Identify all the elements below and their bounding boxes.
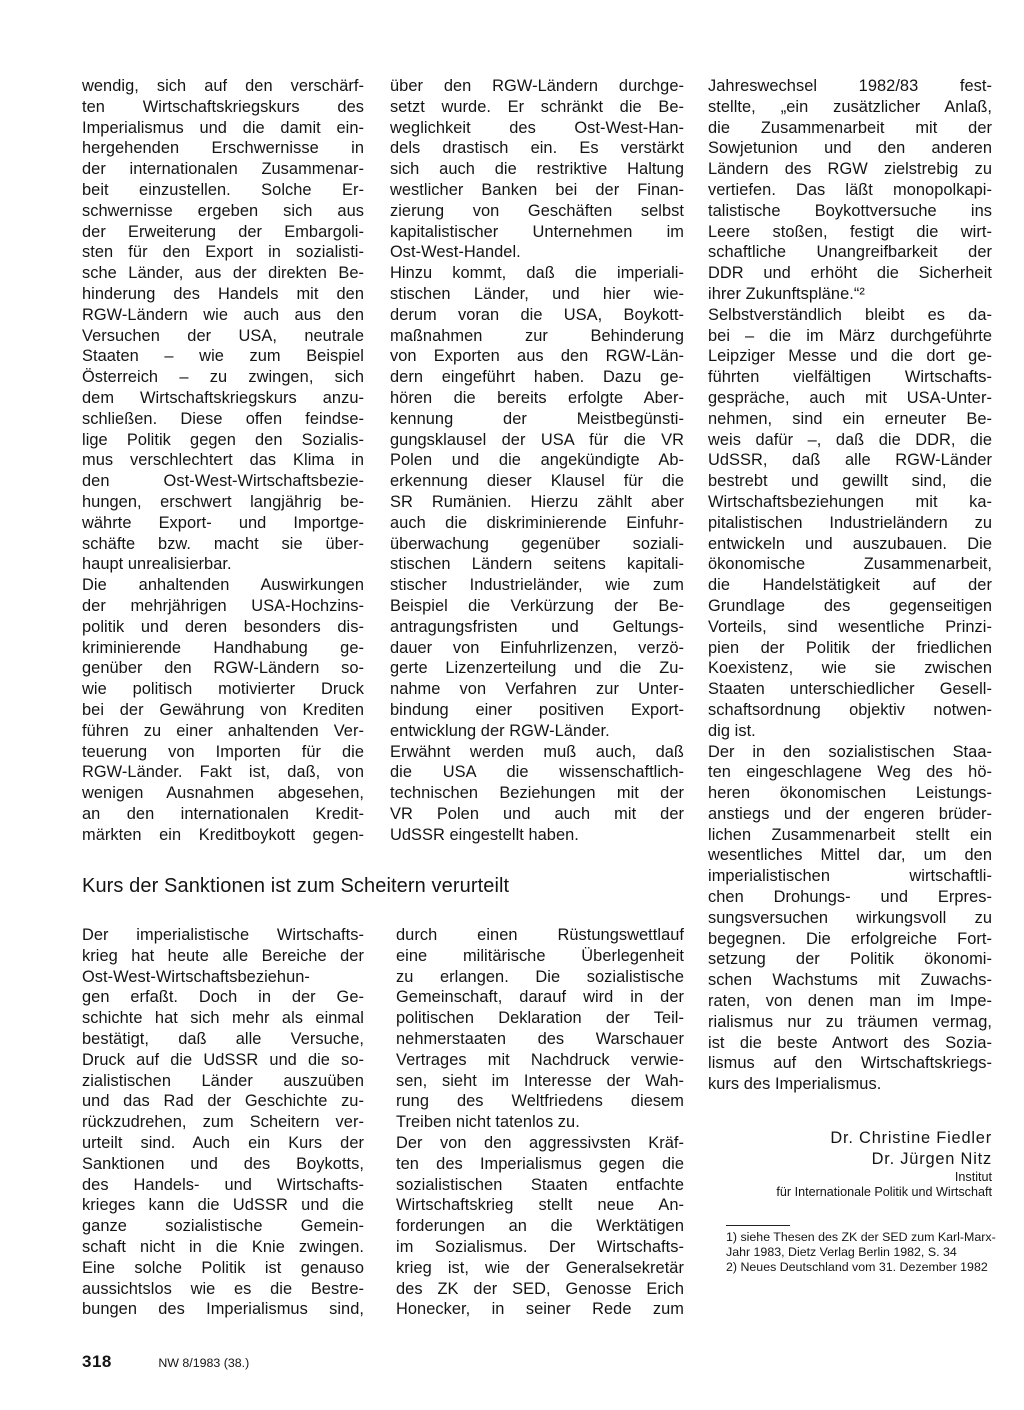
text-line: mus verschlechtert das Klima in (82, 451, 364, 470)
text-line: Ländern des RGW zielstrebig zu (708, 160, 992, 179)
text-line: Wirtschaftsbeziehungen mit ka- (708, 492, 992, 511)
text-line: währte Export- und Importge- (82, 513, 364, 532)
text-line: pien der Politik der friedlichen (708, 638, 992, 657)
section-heading: Kurs der Sanktionen ist zum Scheitern verurteilt (82, 875, 510, 897)
text-line: technischen Beziehungen mit der (390, 784, 684, 803)
text-line: ihrer Zukunftspläne.“² (708, 284, 865, 303)
text-line: nehmen, sind ein erneuter Be- (708, 409, 992, 428)
text-line: Gemeinschaft, darauf wird in der (396, 988, 684, 1007)
text-line: dig ist. (708, 721, 756, 740)
col3-paragraph-1 (708, 76, 992, 305)
text-line: pitalistischen Industrieländern zu (708, 513, 992, 532)
text-line: den Ost-West-Wirtschaftsbezie- (82, 472, 364, 491)
text-line: durch einen Rüstungswettlauf (396, 926, 684, 944)
text-line: beit einzustellen. Solche Er- (82, 180, 364, 199)
text-line: krieg hat heute alle Bereiche der (82, 946, 364, 965)
text-line: märkten ein Kreditboykott gegen- (82, 825, 364, 844)
text-line: RGW-Länder. Fakt ist, daß, von (82, 763, 364, 782)
text-line: Ost-West-Handel. (390, 243, 521, 262)
text-line: wenigen Ausnahmen abgesehen, (82, 784, 364, 803)
text-line: Versuchen der USA, neutrale (82, 326, 364, 345)
col2-paragraph-1 (390, 76, 684, 263)
text-line: der internationalen Zusammenar- (82, 160, 364, 179)
text-line: kennung der Meistbegünsti- (390, 409, 684, 428)
text-line: weis dafür –, daß die DDR, die (708, 430, 992, 449)
text-line: aussichtslos wie es die Bestre- (82, 1279, 364, 1298)
text-line: Österreich – zu zwingen, sich (82, 368, 364, 387)
text-line: entwicklung der RGW-Länder. (390, 721, 610, 740)
column-2-text (390, 76, 684, 845)
text-line: wendig, sich auf den verschärf- (82, 77, 364, 95)
text-line: Leere stoßen, festigt die wirt- (708, 222, 992, 241)
institution-line: Institut (954, 1170, 992, 1184)
text-line: anstiegs und der engeren brüder- (708, 804, 992, 823)
text-line: Honecker, in seiner Rede zum (396, 1300, 684, 1319)
text-line: kurs des Imperialismus. (708, 1075, 882, 1094)
text-line: bestrebt und gewillt sind, die (708, 472, 992, 491)
column-3-text (708, 76, 992, 1095)
text-line: antragungsfristen und Geltungs- (390, 617, 684, 636)
page-number: 318 (82, 1352, 112, 1371)
text-line: bindung einer positiven Export- (390, 700, 684, 719)
text-line: Leipziger Messe und die dort ge- (708, 347, 992, 366)
column-1-text (82, 76, 364, 845)
column-4-text (82, 925, 364, 1320)
text-line: wesentliches Mittel dar, um den (708, 846, 992, 865)
author-signature (708, 1128, 992, 1200)
text-line: gungsklausel der USA für die VR (390, 430, 684, 449)
text-line: schen Wachstums mit Zuwachs- (708, 971, 992, 990)
text-line: forderungen an die Werktätigen (396, 1217, 684, 1236)
text-line: gespräche, auch mit USA-Unter- (708, 388, 992, 407)
footnote-1: 1) siehe Thesen des ZK der SED zum Karl-Marx-Jahr 1983, Dietz Verlag Berlin 1982, S. 34 (726, 1230, 996, 1259)
text-line: urteilt sind. Auch ein Kurs der (82, 1133, 364, 1152)
text-line: politischen Deklaration der Teil- (396, 1009, 684, 1028)
text-line: ten eingeschlagene Weg des hö- (708, 763, 992, 782)
col3-paragraph-3 (708, 742, 992, 1096)
text-line: die Zusammenarbeit mit der (708, 118, 992, 137)
text-line: der mehrjährigen USA-Hochzins- (82, 596, 364, 615)
text-line: bei der Gewährung von Krediten (82, 700, 364, 719)
text-line: erkennung dieser Klausel für die (390, 472, 684, 491)
text-line: vertiefen. Das läßt monopolkapi- (708, 180, 992, 199)
text-line: chen Drohungs- und Erpres- (708, 888, 992, 907)
col1-paragraph-2 (82, 575, 364, 845)
text-line: Die anhaltenden Auswirkungen (82, 576, 364, 595)
institution-line: für Internationale Politik und Wirtschaft (776, 1185, 992, 1199)
issue-reference: NW 8/1983 (38.) (158, 1356, 250, 1370)
text-line: ten Wirtschaftskriegskurs des (82, 97, 364, 116)
text-line: gerte Lizenzerteilung und die Zu- (390, 659, 684, 678)
col1-paragraph-1 (82, 76, 364, 575)
text-line: zu erlangen. Die sozialistische (396, 967, 684, 986)
text-line: Staaten unterschiedlicher Gesell- (708, 680, 992, 699)
col5-paragraph-2 (396, 1133, 684, 1320)
text-line: zierung von Geschäften selbst (390, 201, 684, 220)
text-line: Vorteils, sind wesentliche Prinzi- (708, 617, 992, 636)
text-line: nehmerstaaten des Warschauer (396, 1029, 684, 1048)
text-line: Beispiel die Verkürzung der Be- (390, 596, 684, 615)
text-line: Eine solche Politik ist genauso (82, 1258, 364, 1277)
text-line: haupt unrealisierbar. (82, 555, 232, 574)
text-line: Hinzu kommt, daß die imperiali- (390, 264, 684, 283)
col4-paragraph-1 (82, 925, 364, 1320)
text-line: stischer Industrieländer, wie zum (390, 576, 684, 595)
text-line: Der in den sozialistischen Staa- (708, 742, 992, 761)
text-line: schaft nicht in die Knie zwingen. (82, 1237, 364, 1256)
text-line: Selbstverständlich bleibt es da- (708, 305, 992, 324)
text-line: schaftliche Unangreifbarkeit der (708, 243, 992, 262)
text-line: Sowjetunion und den anderen (708, 139, 992, 158)
text-line: die USA die wissenschaftlich- (390, 763, 684, 782)
col2-paragraph-2 (390, 263, 684, 741)
text-line: RGW-Ländern wie auch aus den (82, 305, 364, 324)
footnotes (726, 1230, 1002, 1274)
text-line: hergehenden Erschwernisse in (82, 139, 364, 158)
text-line: sich auch die restriktive Haltung (390, 160, 684, 179)
text-line: sche Länder, aus der direkten Be- (82, 264, 364, 283)
text-line: politik und deren besonders dis- (82, 617, 364, 636)
text-line: bungen des Imperialismus sind, (82, 1300, 364, 1319)
text-line: ökonomische Zusammenarbeit, (708, 555, 992, 574)
author-name: Dr. Christine Fiedler (830, 1129, 992, 1147)
text-line: Treiben nicht tatenlos zu. (396, 1113, 580, 1132)
text-line: imperialistischen wirtschaftli- (708, 867, 992, 886)
text-line: Wirtschaftskrieg stellt neue An- (396, 1196, 684, 1215)
text-line: dels drastisch ein. Es verstärkt (390, 139, 684, 158)
text-line: hinderung des Handels mit den (82, 284, 364, 303)
text-line: UdSSR eingestellt haben. (390, 825, 579, 844)
text-line: wie politisch motivierter Druck (82, 680, 364, 699)
text-line: schwernisse ergeben sich aus (82, 201, 364, 220)
text-line: Grundlage des gegenseitigen (708, 596, 992, 615)
text-line: führten vielfältigen Wirtschafts- (708, 368, 992, 387)
text-line: des ZK der SED, Genosse Erich (396, 1279, 684, 1298)
text-line: Imperialismus und die damit ein- (82, 118, 364, 137)
column-5-text (396, 925, 684, 1320)
text-line: setzung der Politik ökonomi- (708, 950, 992, 969)
text-line: ten des Imperialismus gegen die (396, 1154, 684, 1173)
text-line: sten für den Export in sozialisti- (82, 243, 364, 262)
text-line: heren ökonomischen Leistungs- (708, 784, 992, 803)
author-name: Dr. Jürgen Nitz (871, 1150, 992, 1168)
text-line: ganze sozialistische Gemein- (82, 1217, 364, 1236)
text-line: stischen Länder, und hier wie- (390, 284, 684, 303)
text-line: VR Polen und auch mit der (390, 804, 684, 823)
text-line: im Sozialismus. Der Wirtschafts- (396, 1237, 684, 1256)
text-line: über den RGW-Ländern durchge- (390, 77, 684, 95)
text-line: lige Politik gegen den Sozialis- (82, 430, 364, 449)
col5-paragraph-1 (396, 925, 684, 1133)
text-line: kriminierende Handhabung ge- (82, 638, 364, 657)
text-line: sungsversuchen wirkungsvoll zu (708, 908, 992, 927)
footnote-divider (726, 1225, 790, 1226)
text-line: des Handels- und Wirtschafts- (82, 1175, 364, 1194)
text-line: hören die bereits erfolgte Aber- (390, 388, 684, 407)
text-line: eine militärische Überlegenheit (396, 946, 684, 965)
col3-paragraph-2 (708, 305, 992, 742)
text-line: rung des Weltfriedens diesem (396, 1092, 684, 1111)
text-line: und das Rad der Geschichte zu- (82, 1092, 364, 1111)
text-line: schichte hat sich mehr als einmal (82, 1009, 364, 1028)
text-line: gen erfaßt. Doch in der Ge- (82, 988, 364, 1007)
text-line: führen zu einer anhaltenden Ver- (82, 721, 364, 740)
text-line: rückzudrehen, zum Scheitern ver- (82, 1113, 364, 1132)
text-line: Der imperialistische Wirtschafts- (82, 926, 364, 944)
text-line: krieg ist, wie der Generalsekretär (396, 1258, 684, 1277)
text-line: bestätigt, daß alle Versuche, (82, 1029, 364, 1048)
text-line: bei – die im März durchgeführte (708, 326, 992, 345)
text-line: Vertrages mit Nachdruck verwie- (396, 1050, 684, 1069)
text-line: überwachung gegenüber soziali- (390, 534, 684, 553)
text-line: Sanktionen und des Boykotts, (82, 1154, 364, 1173)
text-line: SR Rumänien. Hierzu zählt aber (390, 492, 684, 511)
text-line: sen, sieht im Interesse der Wah- (396, 1071, 684, 1090)
text-line: entwickeln und auszubauen. Die (708, 534, 992, 553)
text-line: sozialistischen Staaten entfachte (396, 1175, 684, 1194)
text-line: lichen Zusammenarbeit stellt ein (708, 825, 992, 844)
text-line: stellte, „ein zusätzlicher Anlaß, (708, 97, 992, 116)
text-line: begegnen. Die erfolgreiche Fort- (708, 929, 992, 948)
text-line: Erwähnt werden muß auch, daß (390, 742, 684, 761)
text-line: kapitalistischer Unternehmen im (390, 222, 684, 241)
text-line: UdSSR, daß alle RGW-Länder (708, 451, 992, 470)
text-line: der Erweiterung der Embargoli- (82, 222, 364, 241)
page-footer (82, 1352, 249, 1372)
text-line: setzt wurde. Er schränkt die Be- (390, 97, 684, 116)
text-line: Ost-West-Wirtschaftsbeziehun- (82, 967, 310, 986)
text-line: ist die beste Antwort des Sozia- (708, 1033, 992, 1052)
text-line: nahme von Verfahren zur Unter- (390, 680, 684, 699)
text-line: an den internationalen Kredit- (82, 804, 364, 823)
text-line: maßnahmen zur Behinderung (390, 326, 684, 345)
text-line: zialistischen Länder auszuüben (82, 1071, 364, 1090)
text-line: hungen, erschwert langjährig be- (82, 492, 364, 511)
text-line: derum voran die USA, Boykott- (390, 305, 684, 324)
text-line: talistische Boykottversuche ins (708, 201, 992, 220)
text-line: dern eingeführt haben. Dazu ge- (390, 368, 684, 387)
text-line: westlicher Banken bei der Finan- (390, 180, 684, 199)
text-line: dem Wirtschaftskriegskurs anzu- (82, 388, 364, 407)
text-line: teuerung von Importen für die (82, 742, 364, 761)
text-line: weglichkeit des Ost-West-Han- (390, 118, 684, 137)
col2-paragraph-3 (390, 742, 684, 846)
text-line: die Handelstätigkeit auf der (708, 576, 992, 595)
text-line: dauer von Einfuhrlizenzen, verzö- (390, 638, 684, 657)
text-line: Druck auf die UdSSR und die so- (82, 1050, 364, 1069)
text-line: schaftsordnung objektiv notwen- (708, 700, 992, 719)
text-line: Staaten – wie zum Beispiel (82, 347, 364, 366)
text-line: schließen. Diese offen feindse- (82, 409, 364, 428)
footnote-2: 2) Neues Deutschland vom 31. Dezember 1982 (726, 1259, 988, 1274)
text-line: von Exporten aus den RGW-Län- (390, 347, 684, 366)
text-line: lismus auf den Wirtschaftskriegs- (708, 1054, 992, 1073)
text-line: Jahreswechsel 1982/83 fest- (708, 77, 992, 95)
text-line: Koexistenz, wie sie zwischen (708, 659, 992, 678)
text-line: Der von den aggressivsten Kräf- (396, 1133, 684, 1152)
text-line: auch die diskriminierende Einfuhr- (390, 513, 684, 532)
text-line: Polen und die angekündigte Ab- (390, 451, 684, 470)
text-line: krieges kann die UdSSR und die (82, 1196, 364, 1215)
text-line: raten, von denen man im Impe- (708, 992, 992, 1011)
text-line: stischen Ländern seitens kapitali- (390, 555, 684, 574)
text-line: rialismus nur zu träumen vermag, (708, 1012, 992, 1031)
text-line: DDR und erhöht die Sicherheit (708, 264, 992, 283)
text-line: schäfte bzw. macht sie über- (82, 534, 364, 553)
text-line: genüber den RGW-Ländern so- (82, 659, 364, 678)
